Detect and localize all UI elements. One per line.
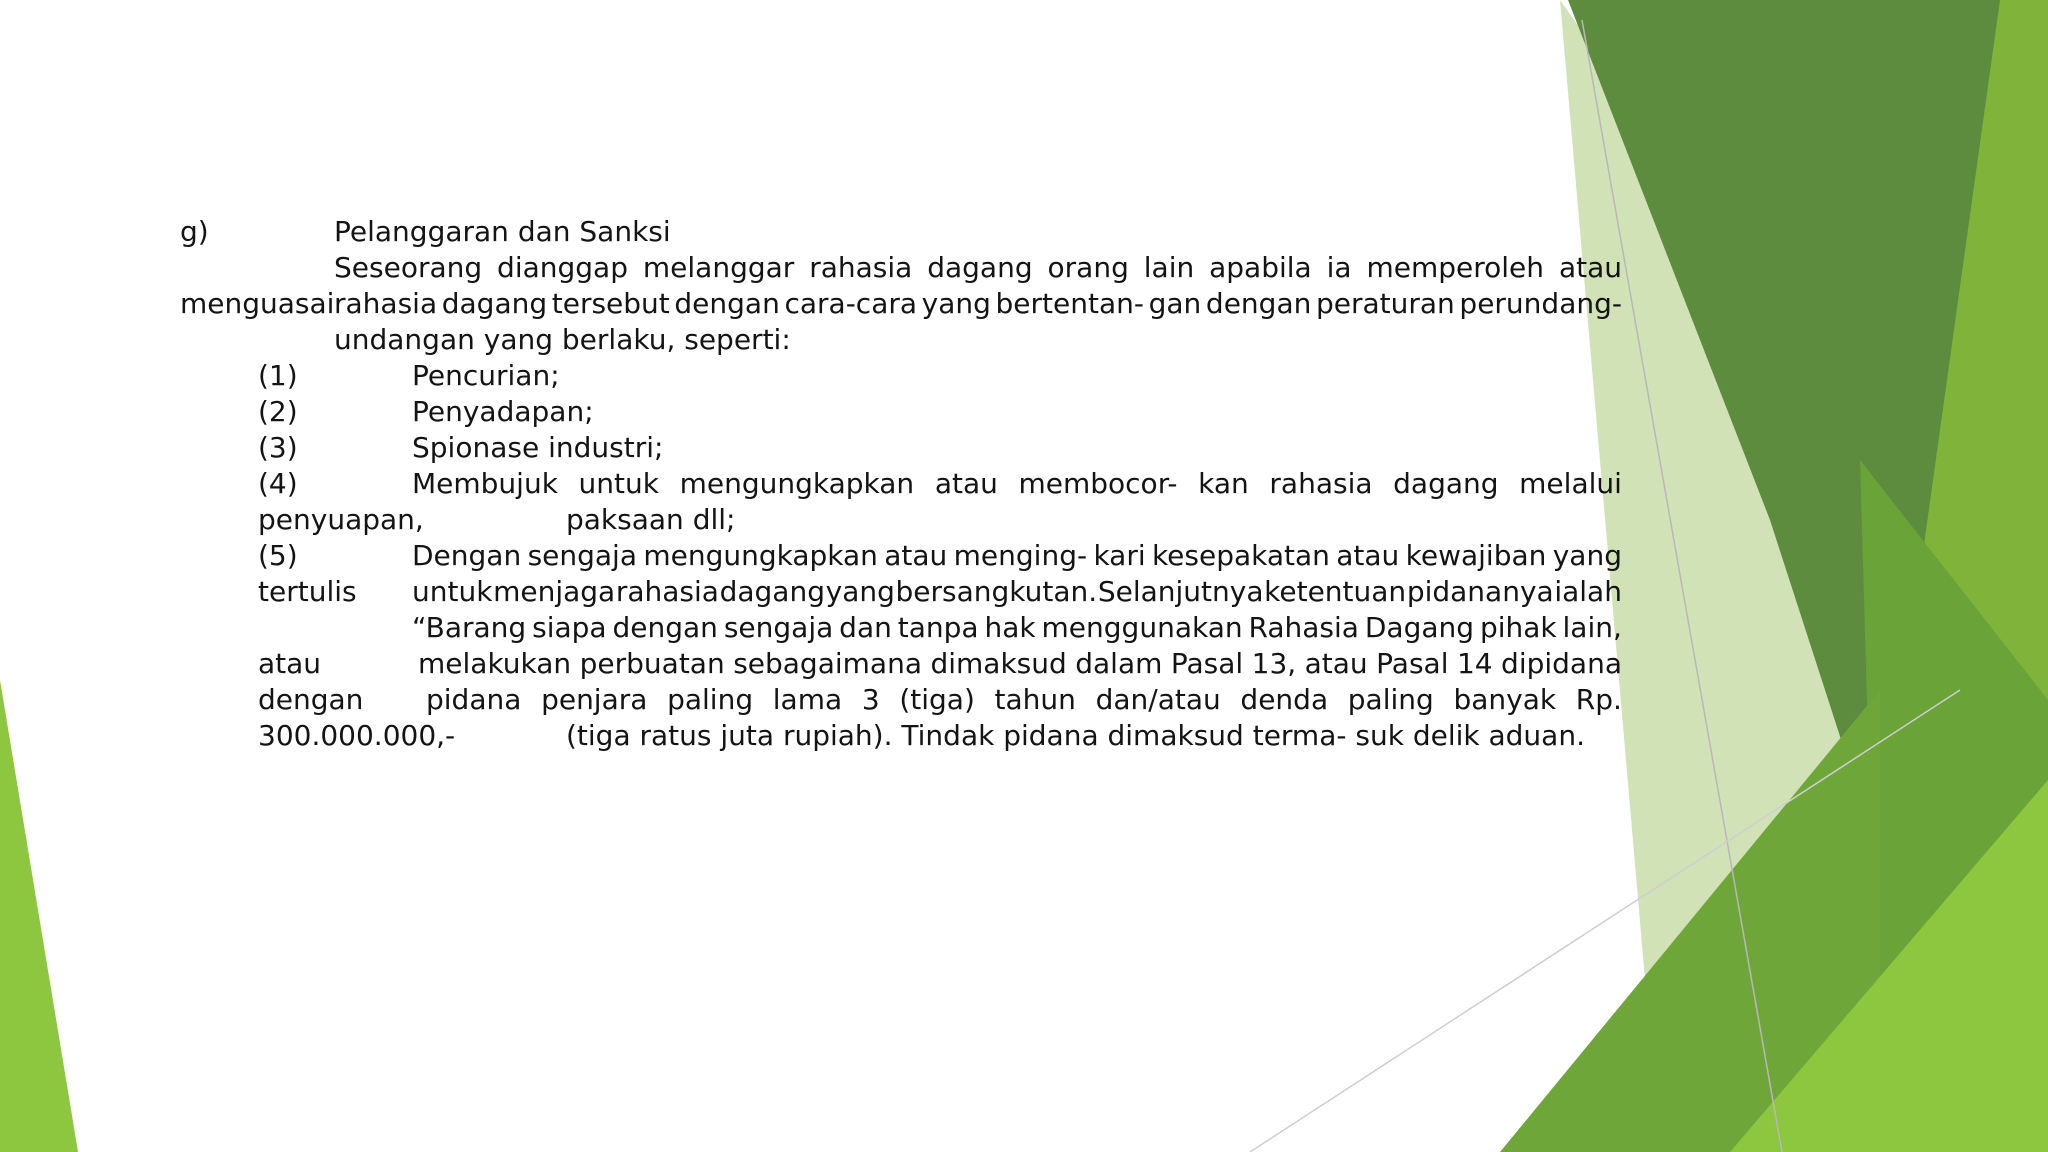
section-heading: Pelanggaran dan Sanksi bbox=[334, 215, 671, 248]
word: rahasia bbox=[334, 287, 438, 320]
word: membocor- bbox=[1018, 467, 1178, 500]
word: tanpa bbox=[897, 611, 979, 644]
text-fragment: dengan bbox=[258, 683, 364, 716]
word: bersangkutan. bbox=[895, 575, 1098, 608]
text-fragment: paksaan dll; bbox=[566, 503, 736, 536]
word: untuk bbox=[578, 467, 659, 500]
word: penjara bbox=[541, 683, 648, 716]
text-line bbox=[180, 250, 1622, 286]
word: dan/atau bbox=[1095, 683, 1221, 716]
word: Selanjutnya bbox=[1097, 575, 1264, 608]
word: melanggar bbox=[642, 251, 795, 284]
list-number: (1) bbox=[258, 359, 298, 392]
word: dagang bbox=[719, 575, 825, 608]
justified-text bbox=[426, 682, 1622, 718]
text-fragment: undangan yang berlaku, seperti: bbox=[334, 323, 791, 356]
word: menggunakan bbox=[1041, 611, 1243, 644]
word: dipidana bbox=[1501, 647, 1622, 680]
word: gan bbox=[1148, 287, 1202, 320]
word: atau bbox=[1336, 539, 1400, 572]
justified-text bbox=[334, 286, 1622, 322]
list-text: Pencurian; bbox=[412, 359, 560, 392]
word: melalui bbox=[1519, 467, 1622, 500]
word: (tiga) bbox=[899, 683, 975, 716]
left-green-wedge bbox=[0, 680, 78, 1152]
list-item bbox=[180, 358, 1622, 394]
word: “Barang bbox=[412, 611, 527, 644]
word: ketentuan bbox=[1264, 575, 1407, 608]
word: peraturan bbox=[1315, 287, 1455, 320]
word: sengaja bbox=[527, 539, 637, 572]
text-line bbox=[180, 610, 1622, 646]
justified-text bbox=[412, 466, 1622, 502]
word: rahasia bbox=[1269, 467, 1373, 500]
word: pidananya bbox=[1406, 575, 1554, 608]
word: perbuatan bbox=[579, 647, 725, 680]
word: menging- bbox=[953, 539, 1088, 572]
word: rahasia bbox=[809, 251, 913, 284]
justified-text bbox=[412, 610, 1622, 646]
text-line bbox=[180, 502, 1622, 538]
word: untuk bbox=[412, 575, 493, 608]
word: tahun bbox=[994, 683, 1076, 716]
word: dengan bbox=[1205, 287, 1312, 320]
word: kesepakatan bbox=[1151, 539, 1330, 572]
word: sebagaimana bbox=[733, 647, 922, 680]
word: paling bbox=[1347, 683, 1434, 716]
word: ialah bbox=[1554, 575, 1622, 608]
list-item bbox=[180, 538, 1622, 574]
text-line bbox=[180, 718, 1622, 754]
word: Pasal bbox=[1170, 647, 1244, 680]
justified-text bbox=[334, 250, 1622, 286]
word: dan bbox=[839, 611, 892, 644]
word: dagang bbox=[441, 287, 548, 320]
text-fragment: (tiga ratus juta rupiah). Tindak pidana dimaksud terma- suk delik aduan. bbox=[566, 719, 1585, 752]
text-line bbox=[180, 286, 1622, 322]
word: 3 bbox=[861, 683, 880, 716]
word: tersebut bbox=[551, 287, 670, 320]
list-number: (5) bbox=[258, 539, 298, 572]
word: Dagang bbox=[1364, 611, 1475, 644]
word: dianggap bbox=[497, 251, 628, 284]
word: mengungkapkan bbox=[679, 467, 915, 500]
word: yang bbox=[921, 287, 991, 320]
word: Rahasia bbox=[1248, 611, 1359, 644]
word: apabila bbox=[1209, 251, 1312, 284]
list-item bbox=[180, 466, 1622, 502]
word: lain bbox=[1143, 251, 1195, 284]
word: atau bbox=[1558, 251, 1622, 284]
list-number: (3) bbox=[258, 431, 298, 464]
word: lama bbox=[772, 683, 843, 716]
word: Dengan bbox=[412, 539, 522, 572]
word: memperoleh bbox=[1366, 251, 1545, 284]
list-item bbox=[180, 394, 1622, 430]
word: kari bbox=[1093, 539, 1146, 572]
word: sengaja bbox=[723, 611, 834, 644]
word: atau bbox=[934, 467, 998, 500]
word: lain, bbox=[1562, 611, 1622, 644]
list-number: (4) bbox=[258, 467, 298, 500]
word: melakukan bbox=[418, 647, 572, 680]
text-line bbox=[180, 214, 1622, 250]
word: bertentan- bbox=[995, 287, 1144, 320]
word: paling bbox=[667, 683, 754, 716]
word: kan bbox=[1198, 467, 1249, 500]
text-fragment: penyuapan, bbox=[258, 503, 424, 536]
word: dimaksud bbox=[930, 647, 1067, 680]
list-item bbox=[180, 430, 1622, 466]
word: mengungkapkan bbox=[643, 539, 878, 572]
word: pidana bbox=[426, 683, 522, 716]
word: 13, bbox=[1251, 647, 1297, 680]
text-line bbox=[180, 322, 1622, 358]
word: rahasia bbox=[615, 575, 719, 608]
item-marker: g) bbox=[180, 215, 209, 248]
word: Pasal bbox=[1376, 647, 1449, 680]
word: atau bbox=[1304, 647, 1368, 680]
text-fragment: atau bbox=[258, 647, 322, 680]
word: siapa bbox=[532, 611, 607, 644]
word: ia bbox=[1326, 251, 1352, 284]
word: denda bbox=[1240, 683, 1329, 716]
word: dagang bbox=[927, 251, 1033, 284]
word: Rp. bbox=[1575, 683, 1622, 716]
text-fragment: tertulis bbox=[258, 575, 357, 608]
slide-body-text bbox=[180, 214, 1622, 754]
word: Seseorang bbox=[334, 251, 483, 284]
text-fragment: 300.000.000,- bbox=[258, 719, 456, 752]
word: yang bbox=[825, 575, 895, 608]
word: menjaga bbox=[493, 575, 616, 608]
word: dengan bbox=[674, 287, 780, 320]
text-line bbox=[180, 574, 1622, 610]
word: pihak bbox=[1479, 611, 1557, 644]
word: kewajiban bbox=[1405, 539, 1547, 572]
list-number: (2) bbox=[258, 395, 298, 428]
word: 14 bbox=[1456, 647, 1493, 680]
word: dalam bbox=[1075, 647, 1163, 680]
word: atau bbox=[884, 539, 948, 572]
word: orang bbox=[1047, 251, 1129, 284]
word: dengan bbox=[612, 611, 718, 644]
word: dagang bbox=[1393, 467, 1499, 500]
word: hak bbox=[984, 611, 1036, 644]
word: cara-cara bbox=[784, 287, 918, 320]
word: perundang- bbox=[1459, 287, 1622, 320]
list-text: Spionase industri; bbox=[412, 431, 664, 464]
text-line bbox=[180, 682, 1622, 718]
justified-text bbox=[418, 646, 1622, 682]
word: banyak bbox=[1453, 683, 1557, 716]
list-text: Penyadapan; bbox=[412, 395, 594, 428]
word: yang bbox=[1552, 539, 1622, 572]
text-line bbox=[180, 646, 1622, 682]
justified-text bbox=[412, 538, 1622, 574]
justified-text bbox=[412, 574, 1622, 610]
word: Membujuk bbox=[412, 467, 558, 500]
text-fragment: menguasai bbox=[180, 287, 335, 320]
